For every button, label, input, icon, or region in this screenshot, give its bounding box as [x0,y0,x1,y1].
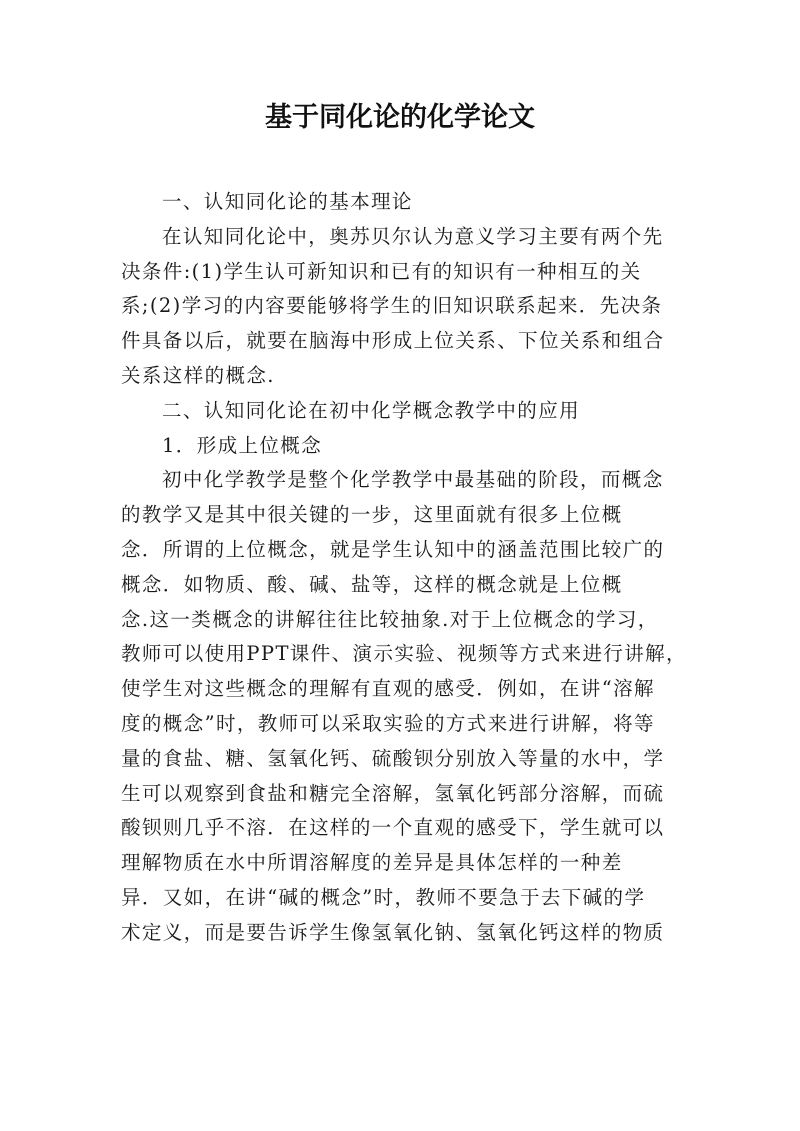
paragraph-line: 术定义，而是要告诉学生像氢氧化钠、氢氧化钙这样的物质 [121,920,665,944]
paragraph-line: 概念．如物质、酸、碱、盐等，这样的概念就是上位概 [121,572,623,596]
paragraph-line: 念．所谓的上位概念，就是学生认知中的涵盖范围比较广的 [121,537,665,561]
paragraph-line: 教师可以使用PPT课件、演示实验、视频等方式来进行讲解， [121,642,687,666]
paragraph-line: 在认知同化论中，奥苏贝尔认为意义学习主要有两个先 [162,224,664,248]
paragraph-line: 生可以观察到食盐和糖完全溶解，氢氧化钙部分溶解，而硫 [121,781,665,805]
section-heading-1: 一、认知同化论的基本理论 [162,190,413,213]
paragraph-line: 度的概念”时，教师可以采取实验的方式来进行讲解，将等 [121,711,655,735]
section-heading-2: 二、认知同化论在初中化学概念教学中的应用 [162,398,581,422]
subsection-heading: 1．形成上位概念 [162,433,323,457]
paragraph-line: 使学生对这些概念的理解有直观的感受．例如，在讲“溶解 [121,677,655,701]
document-title: 基于同化论的化学论文 [265,102,535,133]
paragraph-line: 理解物质在水中所谓溶解度的差异是具体怎样的一种差 [121,851,623,875]
paragraph-line: 念.这一类概念的讲解往往比较抽象.对于上位概念的学习， [121,607,659,631]
paragraph-line: 件具备以后，就要在脑海中形成上位关系、下位关系和组合 [121,329,665,353]
paragraph-line: 的教学又是其中很关键的一步，这里面就有很多上位概 [121,503,623,527]
document-body [121,185,687,951]
paragraph-line: 决条件:(1)学生认可新知识和已有的知识有一种相互的关 [121,259,642,283]
paragraph-line: 量的食盐、糖、氢氧化钙、硫酸钡分别放入等量的水中，学 [121,746,665,770]
paragraph-line: 系;(2)学习的内容要能够将学生的旧知识联系起来．先决条 [121,294,663,318]
paragraph-line: 初中化学教学是整个化学教学中最基础的阶段，而概念 [162,468,664,492]
paragraph-line: 关系这样的概念. [121,363,275,387]
paragraph-line: 酸钡则几乎不溶．在这样的一个直观的感受下，学生就可以 [121,816,665,840]
paragraph-line: 异．又如，在讲“碱的概念”时，教师不要急于去下碱的学 [121,885,646,909]
